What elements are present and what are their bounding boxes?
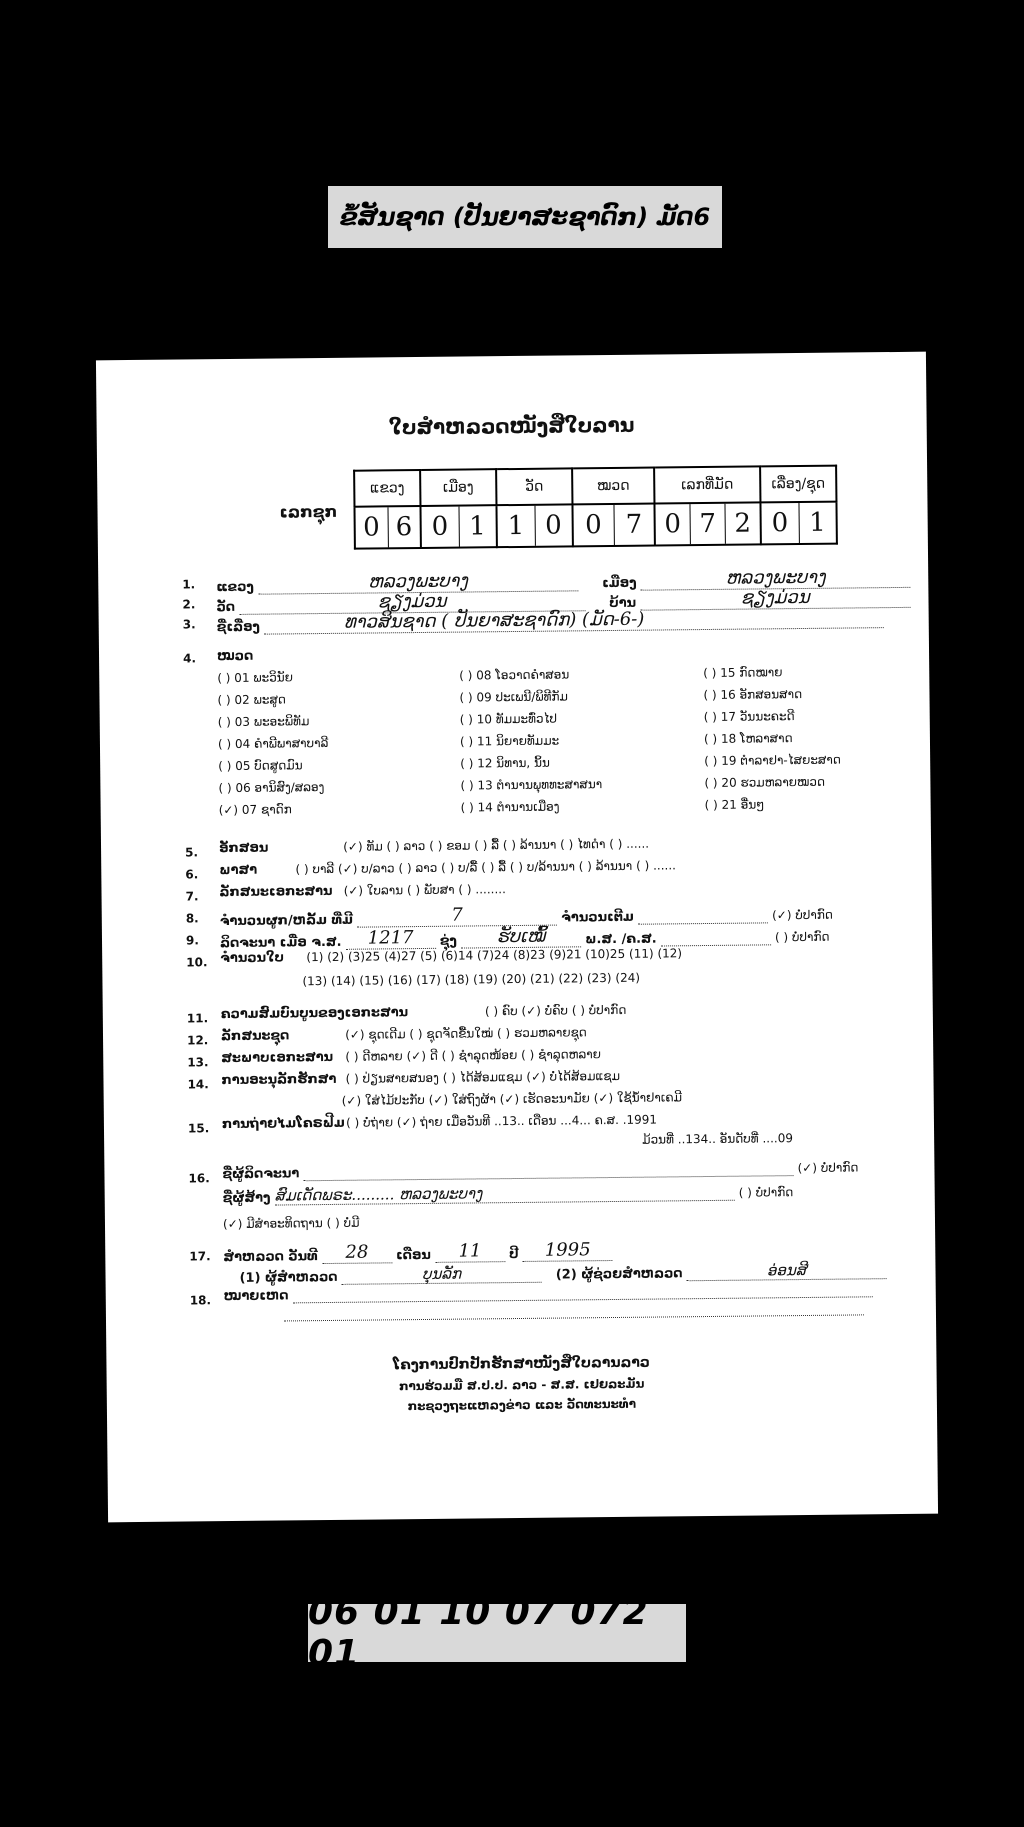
set-type-field — [221, 1025, 587, 1044]
code-digit: 1 — [497, 506, 535, 546]
be-ce-label: ພ.ສ. /ຄ.ສ. — [585, 931, 657, 948]
category-option[interactable]: ( ) 21 ອື່ນໆ — [704, 797, 765, 813]
survey-form — [96, 352, 938, 1523]
field-number: 18. — [189, 1293, 212, 1308]
code-digit: 0 — [545, 510, 562, 541]
village-value: ຊຽງມ່ວນ — [740, 586, 810, 609]
survey-year: 1995 — [544, 1239, 591, 1261]
author-label: ຊື່ຜູ້ລິດຈະນາ — [222, 1166, 300, 1183]
category-option[interactable]: ( ) 06 ອານິສົງ/ສລອງ — [218, 780, 325, 796]
field-number: 8. — [185, 911, 199, 926]
date-written-label: ລິດຈະນາ ເມື່ອ ຈ.ສ. — [219, 934, 342, 952]
category-option[interactable]: ( ) 14 ຕຳນານເມືອງ — [460, 799, 560, 815]
microfilm-options[interactable]: ( ) ບໍ່ຖ່າຍ (✓) ຖ່າຍ ເມື່ອວັນທີ ..13.. ເດືອນ ...4... ຄ.ສ. .1991 — [346, 1112, 658, 1130]
surveyor-label: (1) ຜູ້ສຳຫລວດ — [239, 1269, 338, 1286]
category-option[interactable]: ( ) 04 ຄຳພີພາສາບາລີ — [217, 735, 329, 752]
leaf-count-label: ຈຳນວນໃບ — [220, 950, 285, 967]
category-option[interactable]: ( ) 05 ບົດສູດມົນ — [218, 758, 303, 774]
category-option[interactable]: ( ) 08 ໂອວາດຄຳສອນ — [459, 667, 570, 683]
code-digit: 6 — [395, 512, 413, 543]
sponsor-field — [223, 1181, 794, 1206]
sponsor-label: ຊື່ຜູ້ສ້າງ — [222, 1190, 271, 1207]
category-option[interactable]: ( ) 09 ປະເພນີ/ພິທີກັມ — [459, 689, 568, 705]
field-number: 1. — [182, 577, 196, 592]
language-label: ພາສາ — [219, 862, 258, 879]
author-field — [222, 1160, 858, 1182]
category-option[interactable]: ( ) 01 ພະວິນັຍ — [217, 670, 293, 686]
date-unknown-option[interactable]: ( ) ບໍ່ປາກົດ — [774, 929, 830, 945]
author-unknown-option[interactable]: (✓) ບໍ່ປາກົດ — [797, 1160, 859, 1176]
chula-year-value: 1217 — [367, 927, 414, 949]
assistant-signature: ອ່ອນສີ — [766, 1260, 807, 1280]
code-header: ເລກທີ່ມັດ — [654, 466, 760, 503]
preservation-label: ການອະນຸລັກຮັກສາ — [221, 1071, 337, 1089]
field-number: 4. — [182, 651, 197, 666]
code-cell — [496, 504, 572, 547]
category-label: ໝວດ — [216, 648, 254, 665]
code-digit: 7 — [690, 504, 725, 544]
field-number: 15. — [187, 1121, 210, 1136]
district-value: ຫລວງພະບາງ — [725, 566, 826, 589]
script-options[interactable]: (✓) ທັມ ( ) ລາວ ( ) ຂອມ ( ) ລື້ ( ) ລ້ານນາ ( ) ໄທດຳ ( ) ...... — [343, 836, 650, 854]
language-options[interactable]: ( ) ບາລີ (✓) ບ/ລາວ ( ) ລາວ ( ) ບ/ລື້ ( ) ລື້ ( ) ບ/ລ້ານນາ ( ) ລ້ານນາ ( ) ...... — [295, 858, 677, 877]
remarks-label: ໝາຍເຫດ — [223, 1288, 289, 1305]
preservation-field — [221, 1069, 620, 1088]
survey-date-field — [223, 1239, 613, 1265]
field-number: 14. — [187, 1077, 209, 1092]
code-digit: 0 — [655, 504, 690, 544]
province-label: ແຂວງ — [216, 579, 254, 596]
original-count-option[interactable]: (✓) ບໍ່ປາກົດ — [772, 907, 833, 923]
code-cell — [420, 505, 496, 548]
code-digit: 7 — [625, 509, 643, 540]
dedication-options[interactable]: (✓) ມີສຳອະທິດຖານ ( ) ບໍ່ມີ — [222, 1215, 360, 1232]
condition-options[interactable]: ( ) ດີຫລາຍ (✓) ດີ ( ) ຊຳລຸດໜ້ອຍ ( ) ຊຳລຸດຫລາຍ — [345, 1047, 602, 1064]
category-option[interactable]: ( ) 03 ພະອະພິທັມ — [217, 714, 310, 730]
project-name: ໂຄງການປົກປັກຮັກສາໜັງສືໃບລານລາວ — [392, 1354, 650, 1374]
survey-year-label: ປີ — [509, 1247, 519, 1263]
script-label: ອັກສອນ — [218, 840, 269, 857]
set-type-label: ລັກສນະຊຸດ — [220, 1028, 290, 1045]
category-option[interactable]: ( ) 15 ກົດໝາຍ — [703, 665, 783, 681]
code-digit: 0 — [355, 507, 388, 547]
code-header: ເມືອງ — [420, 469, 496, 506]
title-value: ທາວສິນຊາດ ( ປັນຍາສະຊາດົກ) (ມັດ-6-) — [343, 608, 645, 633]
code-cell — [654, 502, 760, 545]
category-option[interactable]: ( ) 18 ໂຫລາສາດ — [703, 731, 793, 747]
survey-month: 11 — [458, 1240, 482, 1262]
code-header: ໝວດ — [572, 468, 654, 505]
code-cell — [572, 504, 654, 547]
survey-day: 28 — [345, 1241, 369, 1263]
leaf-count-row-2: (13) (14) (15) (16) (17) (18) (19) (20) (21) (22) (23) (24) — [302, 970, 641, 989]
microfilm-label: ການຖ່າຍໄມໂຄຣຟີມ — [221, 1115, 345, 1133]
temple-label: ວັດ — [216, 599, 236, 616]
category-option[interactable]: ( ) 20 ຮວມຫລາຍໝວດ — [704, 774, 826, 791]
category-option[interactable]: ( ) 17 ວັນນະຄະດີ — [703, 709, 795, 725]
code-header: ແຂວງ — [354, 470, 420, 507]
era-label: ຊຸ່ງ — [439, 933, 457, 949]
ministry-line: ກະຊວງຖະແຫລງຂ່າວ ແລະ ວັດທະນະທຳ — [407, 1396, 637, 1414]
cooperation-line: ການຮ່ວມມື ສ.ປ.ປ. ລາວ - ສ.ສ. ເຢຍລະມັນ — [398, 1376, 645, 1394]
province-value: ຫລວງພະບາງ — [367, 570, 469, 593]
material-field — [219, 882, 506, 900]
preservation-options-1[interactable]: ( ) ປ່ຽນສາຍສນອງ ( ) ໄດ້ສ້ອມແຊມ (✓) ບໍ່ໄດ້ສ້ອມແຊມ — [345, 1068, 621, 1086]
code-cell — [354, 506, 420, 549]
fascicle-count-label: ຈຳນວນຜູກ/ຫລັ້ມ ທີ່ມີ — [219, 912, 354, 930]
sponsor-unknown-option[interactable]: ( ) ບໍ່ປາກົດ — [738, 1185, 794, 1200]
field-number: 17. — [189, 1249, 211, 1264]
era-value: ຮັບເໝົ້ — [496, 925, 546, 948]
survey-month-label: ເດືອນ — [395, 1247, 431, 1264]
condition-field — [221, 1047, 601, 1066]
field-number: 13. — [187, 1055, 209, 1070]
condition-label: ສະພາບເອກະສານ — [221, 1049, 334, 1067]
surveyors-field — [239, 1260, 886, 1286]
category-option[interactable]: ( ) 11 ນິຍາຍທັມມະ — [459, 733, 560, 749]
assistant-label: (2) ຜູ້ຊ່ວຍສຳຫລວດ — [555, 1266, 683, 1283]
material-label: ລັກສນະເອກະສານ — [219, 883, 333, 901]
code-header: ເລື່ອງ/ຊຸດ — [760, 466, 836, 503]
survey-date-label: ສຳຫລວດ ວັນທີ — [223, 1249, 318, 1266]
field-number: 16. — [188, 1171, 210, 1186]
completeness-options[interactable]: ( ) ຄົບ (✓) ບໍ່ຄົບ ( ) ບໍ່ປາກົດ — [484, 1002, 627, 1019]
microfilm-reel: ມ້ວນທີ່ ..134.. ອັນດັບທີ່ ....09 — [642, 1131, 794, 1147]
field-number: 6. — [185, 867, 199, 882]
code-cell — [760, 502, 836, 545]
code-table — [353, 465, 838, 550]
category-option[interactable]: ( ) 19 ຕຳລາຢາ-ໄສຍະສາດ — [704, 752, 841, 769]
village-label: ບ້ານ — [609, 595, 637, 612]
material-options[interactable]: (✓) ໃບລານ ( ) ພັບສາ ( ) ........ — [343, 882, 506, 898]
field-number: 3. — [182, 617, 196, 632]
remarks-line — [284, 1300, 864, 1321]
category-option[interactable]: ( ) 12 ນິທານ, ນິ້ນ — [460, 755, 550, 771]
fascicle-count-value: 7 — [451, 904, 463, 926]
code-header: ວັດ — [496, 468, 572, 505]
district-label: ເມືອງ — [602, 575, 637, 592]
code-digit: 0 — [421, 507, 459, 547]
surveyor-signature: ບຸນລັກ — [422, 1264, 462, 1284]
completeness-label: ຄວາມສົມບົນບູນຂອງເອກະສານ — [220, 1005, 409, 1023]
title-label: ຊື່ເລື່ອງ — [216, 619, 260, 636]
header-banner: ຂໍ້ສັນຊາດ (ປັນຍາສະຊາດົກ) ມັດ6 — [328, 186, 722, 248]
code-digit: 0 — [761, 503, 799, 543]
category-option[interactable]: ( ) 10 ທັມມະທົ່ວໄປ — [459, 711, 558, 727]
script-field — [219, 837, 649, 857]
field-number: 10. — [186, 955, 208, 970]
field-number: 11. — [186, 1011, 209, 1026]
field-number: 12. — [186, 1033, 209, 1048]
code-digit: 1 — [808, 507, 826, 538]
sponsor-value: ສົມເດັດພຣະ......... ຫລວງພະບາງ — [274, 1184, 483, 1205]
category-option[interactable]: ( ) 13 ຕຳນານພຸທທະສາສນາ — [460, 777, 603, 793]
category-option[interactable]: (✓) 07 ຊາດົກ — [218, 802, 292, 818]
code-label: ເລກຊຸກ — [279, 501, 338, 522]
form-title: ໃບສຳຫລວດໜັງສືໃບລານ — [388, 412, 635, 440]
category-option[interactable]: ( ) 02 ພະສູດ — [217, 692, 286, 708]
code-digit: 1 — [469, 511, 486, 542]
field-number: 5. — [185, 845, 199, 860]
temple-value: ຊຽງມ່ວນ — [377, 590, 447, 613]
microfilm-field — [222, 1113, 657, 1133]
preservation-options-2[interactable]: (✓) ໃສ່ໄມ້ປະກັບ (✓) ໃສ່ຖົງຜ້າ (✓) ເຮັດອະນາມັຍ (✓) ໃຊ້ນ້ຳຢາເຄມີ — [341, 1090, 683, 1108]
code-digit: 2 — [734, 508, 752, 539]
category-option[interactable]: ( ) 16 ອັກສອນສາດ — [703, 687, 803, 703]
field-number: 7. — [185, 889, 199, 904]
original-count-label: ຈຳນວນເຕີມ — [561, 909, 634, 926]
footer-banner: 06 01 10 07 072 01 — [308, 1604, 686, 1662]
leaf-count-row-1: (1) (2) (3)25 (4)27 (5) (6)14 (7)24 (8)23 (9)21 (10)25 (11) (12) — [306, 946, 683, 965]
code-digit: 0 — [573, 505, 614, 545]
set-type-options[interactable]: (✓) ຊຸດເດີມ ( ) ຊຸດຈັດຂື້ນໃໝ່ ( ) ຮວມຫລາຍຊຸດ — [345, 1025, 587, 1042]
completeness-field — [221, 1003, 627, 1022]
language-field — [219, 858, 676, 878]
field-number: 9. — [185, 933, 200, 948]
field-number: 2. — [182, 597, 196, 612]
